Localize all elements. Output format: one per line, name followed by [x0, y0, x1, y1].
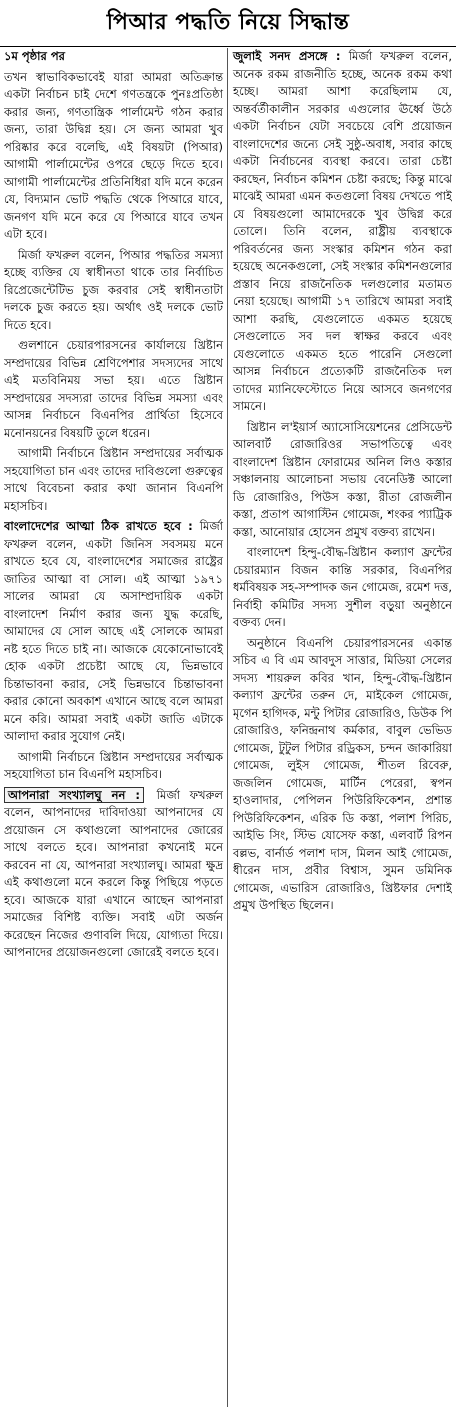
article-columns: [4, 48, 452, 1407]
paragraph: [4, 787, 223, 962]
paragraph: আগামী নির্বাচনে খ্রিষ্টান সম্প্রদায়ের সর্বাত্মক সহযোগিতা চান বিএনপি মহাসচিব।: [4, 749, 223, 781]
paragraph: [4, 48, 223, 66]
subheading: জুলাই সনদ প্রসঙ্গে :: [233, 49, 341, 63]
subheading: বাংলাদেশের আত্মা ঠিক রাখতে হবে :: [4, 519, 193, 533]
boxed-subheading: আপনারা সংখ্যালঘু নন :: [4, 787, 144, 803]
paragraph: [233, 48, 452, 416]
paragraph-text: মির্জা ফখরুল বলেন, আপনাদের দাবিদাওয়া আপনাদের যে প্রয়োজন সে কথাগুলো আপনাদের জোরের সাথে বলতে হবে। আপনারা কখনোই মনে করবেন না যে, আপনারা সংখ্যালঘু। আমরা ক্ষুদ্র এই কথাগুলো মনে করলে কিন্তু পিছিয়ে পড়তে হবে। আজকে যারা এখানে আছেন আপনারা সমাজের বিশিষ্ট ব্যক্তি। সবাই এটা অর্জন করেছেন নিজের গুণাবলি দিয়ে, যোগ্যতা দিয়ে। আপনাদের প্রয়োজনগুলো জোরেই বলতে হবে।: [4, 787, 223, 959]
paragraph: খ্রিষ্টান ল'ইয়ার্স অ্যাসোসিয়েশনের প্রেসিডেন্ট আলবার্ট রোজারিওর সভাপতিত্বে এবং বাংলাদেশ খ্রিষ্টান ফোরামের অনিল লিও কস্তার সঞ্চালনায় আলোচনা সভায় বেনেডিক্ট আলো ডি রোজারিও, পিউস কস্তা, রীতা রোজলীন কস্তা, প্রতাপ আগাস্টিন গোমেজ, শংকর প্যাট্রিক কস্তা, আনোয়ার হোসেন প্রমুখ বক্তব্য রাখেন।: [233, 419, 452, 539]
left-column: [4, 48, 228, 1407]
paragraph-text: মির্জা ফখরুল বলেন, অনেক রকম রাজনীতি হচ্ছে, অনেক রকম কথা হচ্ছে। আমরা আশা করেছিলাম যে, অন্তর্বর্তীকালীন সরকার এগুলোর ঊর্ধ্বে উঠে একটা নির্বাচন যেটা সবচেয়ে বেশি প্রয়োজন বাংলাদেশের জন্যে সেই সুষ্ঠু-অবাধ, সবার কাছে একটা নির্বাচনের ব্যবস্থা করবে। তারা চেষ্টা করছেন, নির্বাচন কমিশন চেষ্টা করছে; কিন্তু মাঝে মাঝেই আমরা এমন কতগুলো বিষয় দেখতে পাই যে বিষয়গুলো আমাদেরকে খুব উদ্বিগ্ন করে তোলে। তিনি বলেন, রাষ্ট্রীয় ব্যবস্থাকে পরিবর্তনের জন্য সংস্কার কমিশন গঠন করা হয়েছে অনেকগুলো, সেই সংস্কার কমিশনগুলোর প্রস্তাব নিয়ে রাজনৈতিক দলগুলোর মতামত নেয়া হয়েছে। আগামী ১৭ তারিখে আমরা সবাই আশা করছি, যেগুলোতে একমত হয়েছে সেগুলোতে সব দল স্বাক্ষর করবে এবং যেগুলোতে একমত হতে পারেনি সেগুলো আসন্ন নির্বাচনে প্রত্যেকটি রাজনৈতিক দল তাদের ম্যানিফেস্টোতে নিয়ে আসবে জনগণের সামনে।: [233, 49, 452, 413]
paragraph-text: মির্জা ফখরুল বলেন, একটা জিনিস সবসময় মনে রাখতে হবে যে, বাংলাদেশের সমাজের রাষ্ট্রের জাতির আত্মা বা সোল। এই আত্মা ১৯৭১ সালের আমরা যে অসাম্প্রদায়িক একটা বাংলাদেশ নির্মাণ করার জন্য যুদ্ধ করেছি, আমাদের যে সোল আছে এই সোলকে আমরা নষ্ট হতে দিতে চাই না। আজকে যেকোনোভাবেই হোক একটা প্রচেষ্টা আছে যে, ভিন্নভাবে চিন্তাভাবনা করার, সেই ভিন্নভাবে চিন্তাভাবনা করার কোনো অবকাশ এখানে আছে বলে আমরা মনে করি। আমরা সবাই একটা জাতি এটাকে আলাদা করার সুযোগ নেই।: [4, 519, 223, 743]
paragraph: তখন স্বাভাবিকভাবেই যারা আমরা অতিক্রান্ত একটা নির্বাচন চাই দেশে গণতন্ত্রকে পুনঃপ্রতিষ্ঠা করার জন্য, গণতান্ত্রিক পার্লামেন্ট গঠন করার জন্য, তারা উদ্বিগ্ন হয়। সে জন্য আমরা খুব পরিষ্কার করে বলেছি, এই বিষয়টা (পিআর) আগামী পার্লামেন্টের ওপরে ছেড়ে দিতে হবে। আগামী পার্লামেন্টের প্রতিনিধিরা যদি মনে করেন যে, বিদ্যমান ভোট পদ্ধতি থেকে পিআরে যাবে, জনগণ যদি মনে করে যে পিআরে যাবে তখন এটা হবে।: [4, 69, 223, 241]
right-column: [228, 48, 452, 1407]
headline: পিআর পদ্ধতি নিয়ে সিদ্ধান্ত: [0, 0, 456, 47]
paragraph: [4, 518, 223, 746]
paragraph: গুলশানে চেয়ারপারসনের কার্যালয়ে খ্রিষ্টান সম্প্রদায়ের বিভিন্ন শ্রেণিপেশার সদস্যদের সাথে এই মতবিনিময় সভা হয়। এতে খ্রিষ্টান সম্প্রদায়ের সদস্যরা তাদের বিভিন্ন সমস্যা এবং আসন্ন নির্বাচনে বিএনপির প্রার্থিতা হিসেবে মনোনয়নের বিষয়টি তুলে ধরেন।: [4, 338, 223, 440]
continued-from-label: ১ম পৃষ্ঠার পর: [4, 49, 65, 63]
paragraph: বাংলাদেশ হিন্দু-বৌদ্ধ-খ্রিষ্টান কল্যাণ ফ্রন্টের চেয়ারম্যান বিজন কান্তি সরকার, বিএনপির ধর্মবিষয়ক সহ-সম্পাদক জন গোমেজ, রমেশ দত্ত, নির্বাহী কমিটির সদস্য সুশীল বড়ুয়া অনুষ্ঠানে বক্তব্য দেন।: [233, 545, 452, 629]
paragraph: মির্জা ফখরুল বলেন, পিআর পদ্ধতির সমস্যা হচ্ছে ব্যক্তির যে স্বাধীনতা থাকে তার নির্বাচিত রিপ্রেজেন্টেটিভ চুজ করবার সেই স্বাধীনতাটা দলকে চুজ করতে হয়। অর্থাৎ ওই দলকে ভোট দিতে হবে।: [4, 247, 223, 332]
paragraph: অনুষ্ঠানে বিএনপি চেয়ারপারসনের একান্ত সচিব এ বি এম আবদুস সাত্তার, মিডিয়া সেলের সদস্য শায়রুল কবির খান, হিন্দু-বৌদ্ধ-খ্রিষ্টান কল্যাণ ফ্রন্টের তরুন দে, মাইকেল গোমেজ, মৃগেন হাগিদক, মন্টু পিটার রোজারিও, ডিউক পি রোজারিও, ফনিন্দ্রনাথ কর্মকার, বাবুল ভেভিড গোমেজ, টুটুল পিটার রড্রিকস, চন্দন জাকারিয়া গোমেজ, লুইস গোমেজ, শীতল রিবেরু, জজলিন গোমেজ, মার্টিন পেরেরা, স্বপন হাওলাদার, পেপিলন পিউরিফিকেশন, প্রশান্ত পিউরিফিকেশন, এরিক ডি কস্তা, পলাশ পিরিচ, আইভি সিং, স্টিভ যোসেফ কস্তা, এলবার্ট রিপন বল্লভ, বার্নার্ড পলাশ দাস, মিলন আই গোমেজ, ধীরেন দাস, প্রবীর বিশ্বাস, সুমন ডমিনিক গোমেজ, এভারিস রোজারিও, খ্রিষ্টফার দেশাই প্রমুখ উপস্থিত ছিলেন।: [233, 635, 452, 912]
paragraph: আগামী নির্বাচনে খ্রিষ্টান সম্প্রদায়ের সর্বাত্মক সহযোগিতা চান এবং তাদের দাবিগুলো গুরুত্বের সাথে বিবেচনা করার কথা জানান বিএনপি মহাসচিব।: [4, 446, 223, 513]
